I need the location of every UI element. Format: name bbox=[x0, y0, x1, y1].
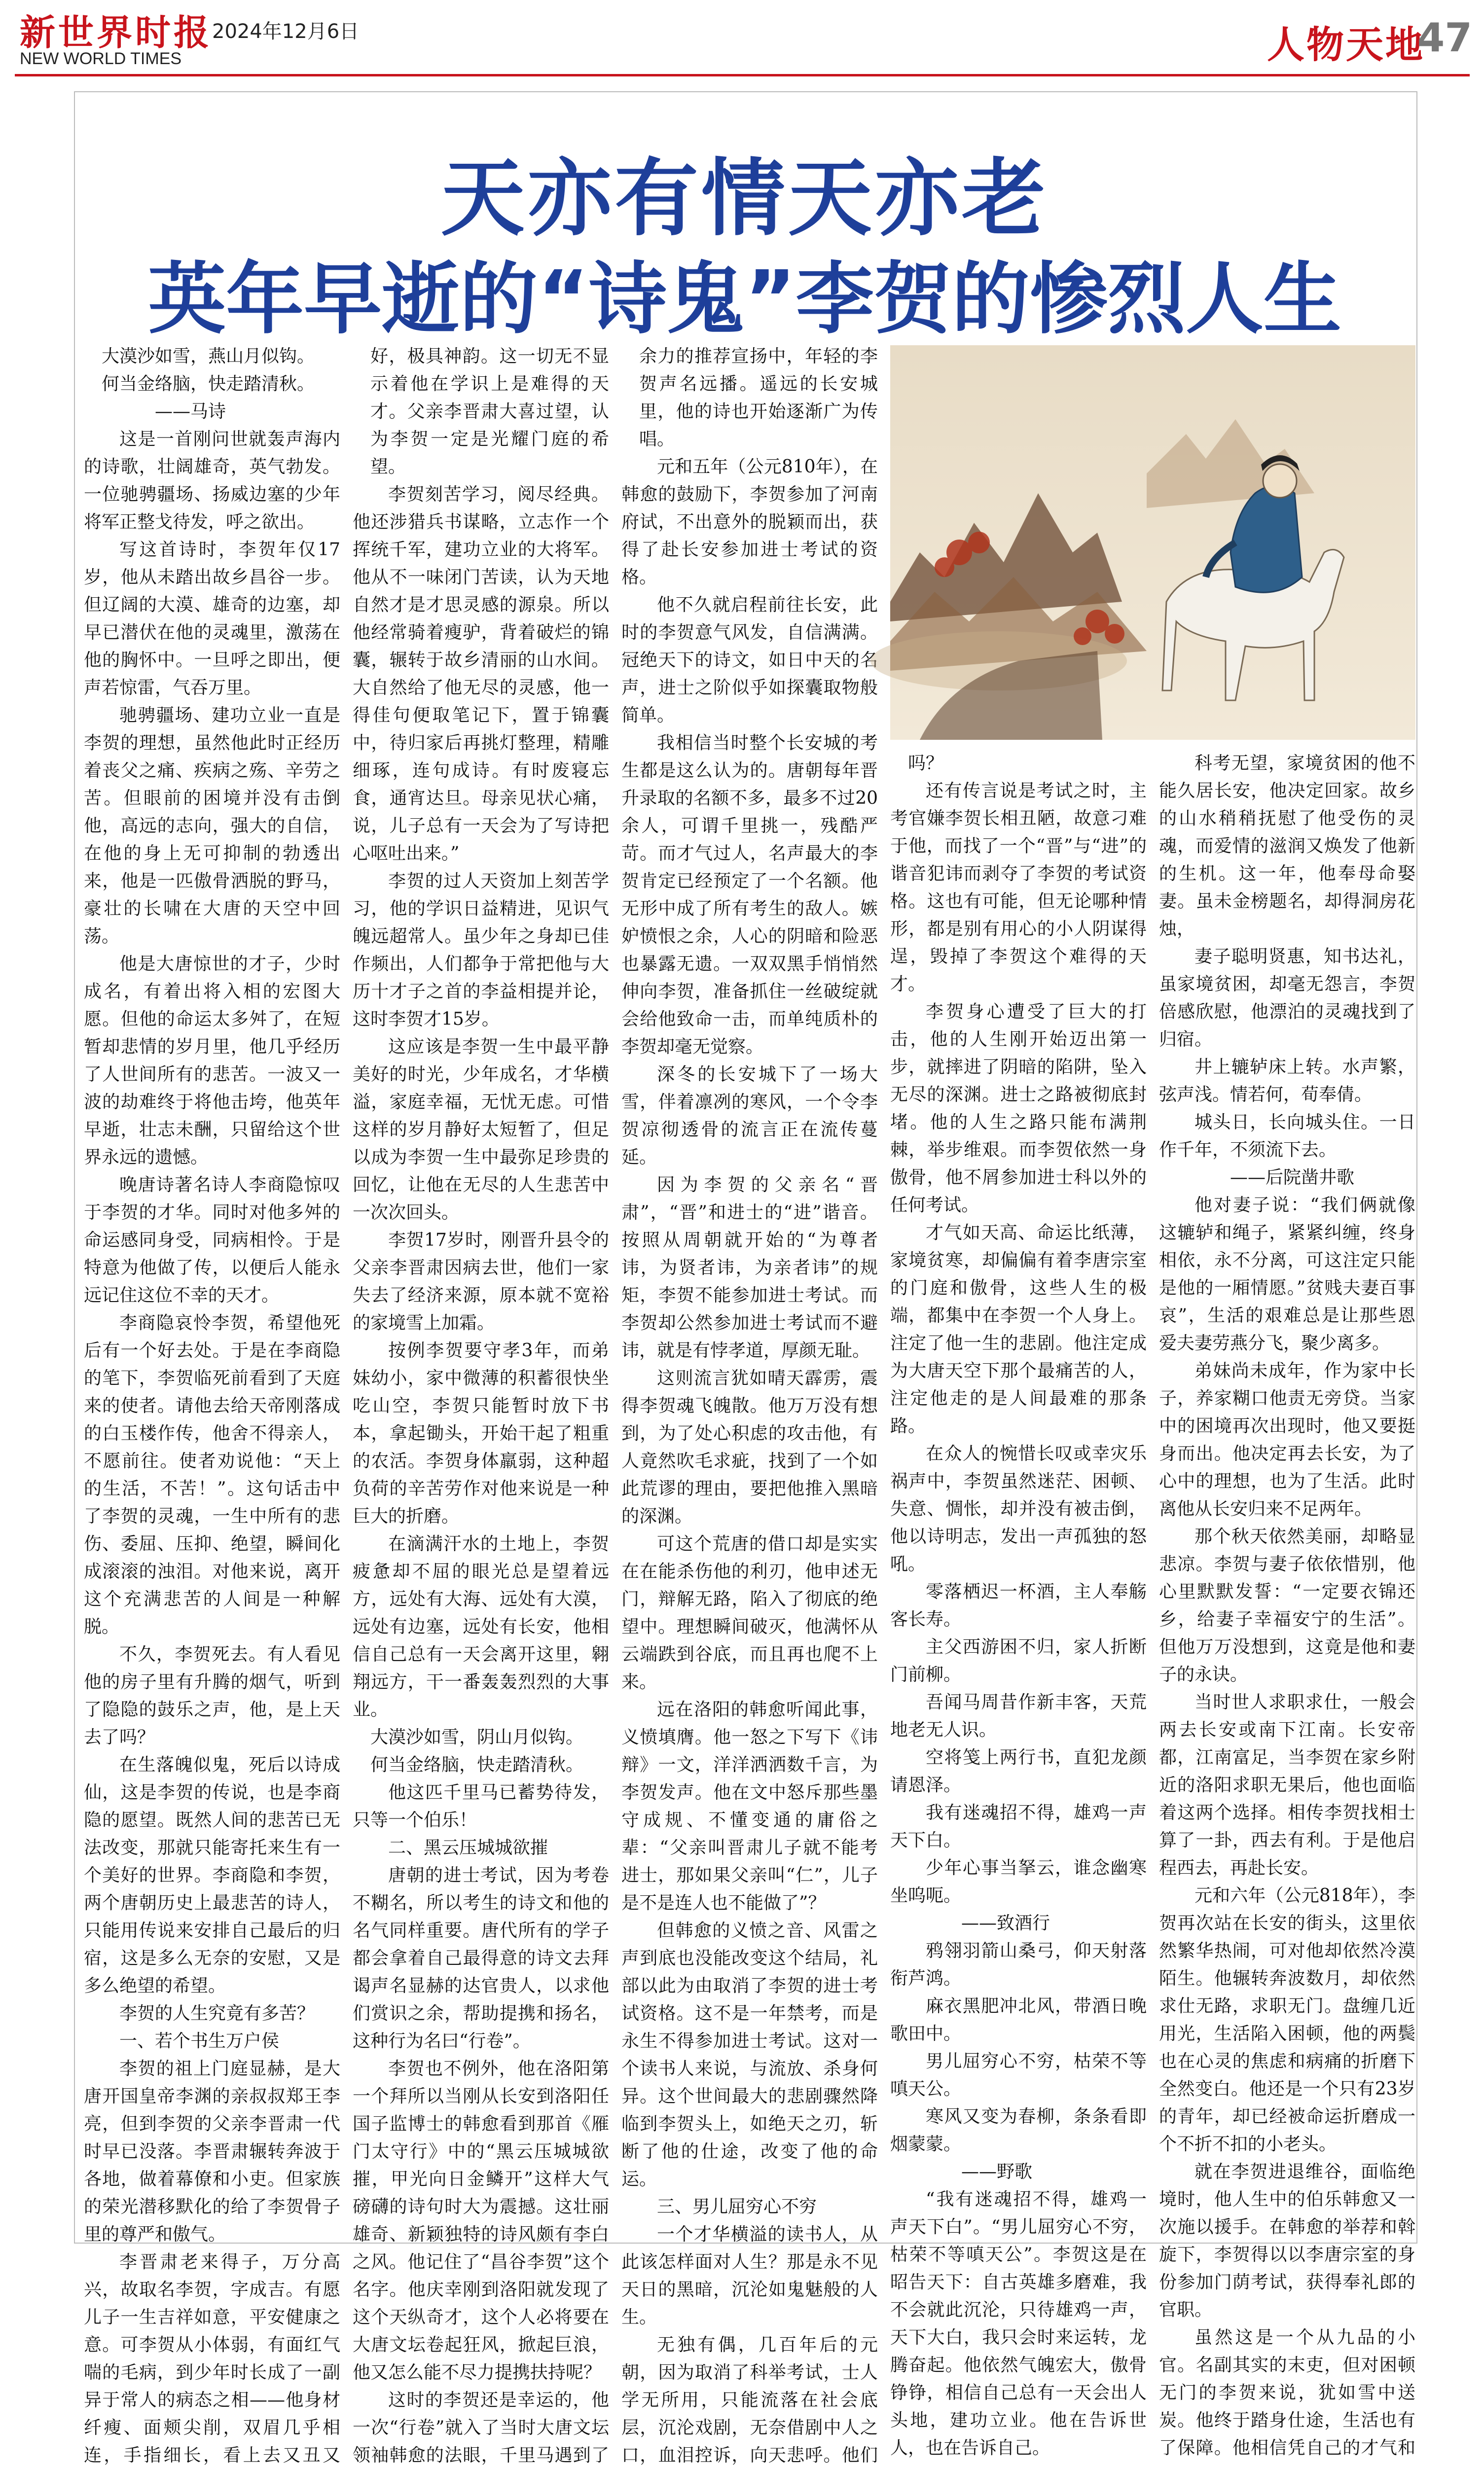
paragraph: 写这首诗时，李贺年仅17岁，他从未踏出故乡昌谷一步。但辽阔的大漠、雄奇的边塞，却早已潜伏在他的灵魂里，激荡在他的胸怀中。一旦呼之即出，便声若惊雷，气吞万里。 bbox=[84, 540, 340, 698]
headline-line-1: 天亦有情天亦老 bbox=[440, 150, 1049, 248]
paragraph: 空将笺上两行书，直犯龙颜请恩泽。 bbox=[890, 1747, 1147, 1795]
paragraph: 三、男儿屈穷心不穷 bbox=[657, 2197, 817, 2217]
masthead bbox=[0, 0, 1484, 79]
paragraph: 这则流言犹如晴天霹雳，震得李贺魂飞魄散。他万万没有想到，为了处心积虑的攻击他，有人竟然吹毛求疵，找到了一个如此荒谬的理由，要把他推入黑暗的深渊。 bbox=[621, 1368, 878, 1526]
scholar-on-horse-illustration bbox=[890, 345, 1415, 740]
section-name: 人物天地 bbox=[1267, 23, 1425, 67]
paragraph: 才气如天高、命运比纸薄，家境贫寒，却偏偏有着李唐宗室的门庭和傲骨，这些人生的极端，都集中在李贺一个人身上。注定了他一生的悲剧。他注定成为大唐天空下那个最痛苦的人，注定他走的是人间最难的那条路。 bbox=[890, 1223, 1147, 1436]
paragraph: “我有迷魂招不得，雄鸡一声天下白”。“男儿屈穷心不穷，枯荣不等嗔天公”。李贺这是在昭告天下：自古英雄多磨难，我不会就此沉沦，只待雄鸡一声，天下大白，我只会时来运转，龙腾奋起。他依然气魄宏大，傲骨铮铮，相信自己总有一天会出人头地，建功立业。他在告诉世人，也在告诉自己。 bbox=[890, 2189, 1147, 2458]
paragraph: 这是一首刚问世就轰声海内的诗歌，壮阔雄奇，英气勃发。一位驰骋疆场、扬威边塞的少年将军正整戈待发，呼之欲出。 bbox=[84, 429, 340, 532]
issue-date: 2024年12月6日 bbox=[212, 20, 360, 43]
paragraph: ——野歌 bbox=[961, 2162, 1033, 2182]
paragraph: 可这个荒唐的借口却是实实在在能杀伤他的利刃，他申述无门，辩解无路，陷入了彻底的绝望中。理想瞬间破灭，他满怀从云端跌到谷底，而且再也爬不上来。 bbox=[621, 1534, 878, 1692]
newspaper-logo: 新世界时报 bbox=[20, 11, 213, 53]
paragraph: 麻衣黑肥冲北风，带酒日晚歌田中。 bbox=[890, 1996, 1147, 2044]
paragraph: 好，极具神韵。这一切无不显示着他在学识上是难得的天才。父亲李晋肃大喜过望，认为李贺一定是光耀门庭的希望。 bbox=[370, 346, 609, 477]
paragraph: 他对妻子说：“我们俩就像这辘轳和绳子，紧紧纠缠，终身相依，永不分离，可这注定只能是他的一厢情愿。”贫贱夫妻百事哀”，生活的艰难总是让那些恩爱夫妻劳燕分飞，聚少离多。 bbox=[1159, 1195, 1415, 1353]
paragraph: 鸦翎羽箭山桑弓，仰天射落衔芦鸿。 bbox=[890, 1941, 1147, 1989]
paragraph: 何当金络脑，快走踏清秋。 bbox=[370, 1755, 584, 1775]
paragraph: 李贺刻苦学习，阅尽经典。他还涉猎兵书谋略，立志作一个挥统千军，建功立业的大将军。他从不一味闭门苦读，认为天地自然才是才思灵感的源泉。所以他经常骑着瘦驴，背着破烂的锦囊，辗转于故乡清丽的山水间。大自然给了他无尽的灵感，他一得佳句便取笔记下，置于锦囊中，待归家后再挑灯整理，精雕细琢，连句成诗。有时废寝忘食，通宵达旦。母亲见状心痛，说，儿子总有一天会为了写诗把心呕吐出来。” bbox=[353, 484, 609, 864]
paragraph: 李晋肃老来得子，万分高兴，故取名李贺，字成吉。有愿儿子一生吉祥如意，平安健康之意。可李贺从小体弱，有面红气喘的毛病，到少年时长成了一副异于常人的病态之相——他身材纤瘦、面颊尖削，双眉几乎相连，手指细长，看上去又丑又 bbox=[84, 2252, 340, 2466]
paragraph: 那个秋天依然美丽，却略显悲凉。李贺与妻子依依惜别，他心里默默发誓：“一定要衣锦还乡，给妻子幸福安宁的生活”。但他万万没想到，这竟是他和妻子的永诀。 bbox=[1159, 1526, 1415, 1685]
paragraph: 唐朝的进士考试，因为考卷不糊名，所以考生的诗文和他的名气同样重要。唐代所有的学子都会拿着自己最得意的诗文去拜谒声名显赫的达官贵人，以求他们赏识之余，帮助提携和扬名，这种行为名曰“行卷”。 bbox=[353, 1865, 609, 2051]
paragraph bbox=[890, 2462, 1147, 2466]
paragraph: 男儿屈穷心不穷，枯荣不等嗔天公。 bbox=[890, 2051, 1147, 2099]
paragraph: 不久，李贺死去。有人看见他的房子里有升腾的烟气，听到了隐隐的鼓乐之声，他，是上天去了吗？ bbox=[84, 1644, 340, 1747]
paragraph: 在滴满汗水的土地上，李贺疲惫却不屈的眼光总是望着远方，远处有大海、远处有大漠，远处有边塞，远处有长安，他相信自己总有一天会离开这里，翱翔远方，干一番轰轰烈烈的大事业。 bbox=[353, 1534, 609, 1720]
paragraph: 少年心事当拏云，谁念幽寒坐呜呃。 bbox=[890, 1858, 1147, 1906]
paragraph: 李贺也不例外，他在洛阳第一个拜所以当刚从长安到洛阳任国子监博士的韩愈看到那首《雁门太守行》中的“黑云压城城欲摧，甲光向日金鳞开”这样大气磅礴的诗句时大为震撼。这壮丽雄奇、新颖独特的诗风颇有李白之风。他记住了“昌谷李贺”这个名字。他庆幸刚到洛阳就发现了这个天纵奇才，这个人必将要在大唐文坛卷起狂风，掀起巨浪，他又怎么能不尽力提携扶持呢？ bbox=[353, 2059, 609, 2383]
paragraph: 一、若个书生万户侯 bbox=[119, 2031, 280, 2051]
ink-painting-image bbox=[890, 345, 1415, 740]
paragraph: 主父西游困不归，家人折断门前柳。 bbox=[890, 1637, 1147, 1685]
paragraph: 他不久就启程前往长安，此时的李贺意气风发，自信满满。冠绝天下的诗文，如日中天的名声，进士之阶似乎如探囊取物般简单。 bbox=[621, 595, 878, 725]
paragraph: 科考无望，家境贫困的他不能久居长安，他决定回家。故乡的山水稍稍抚慰了他受伤的灵魂，而爱情的滋润又焕发了他新的生机。这一年，他奉母命娶妻。虽未金榜题名，却得洞房花烛， bbox=[1159, 753, 1415, 939]
paragraph: 深冬的长安城下了一场大雪，伴着凛冽的寒风，一个令李贺凉彻透骨的流言正在流传蔓延。 bbox=[621, 1064, 878, 1167]
paragraph: 虽然这是一个从九品的小官。名副其实的末吏，但对困顿无门的李贺来说，犹如雪中送炭。他终于踏身仕途，生活也有了保障。他相信凭自己的才气和 bbox=[1159, 2327, 1415, 2458]
paragraph: 余力的推荐宣扬中，年轻的李贺声名远播。遥远的长安城里，他的诗也开始逐渐广为传唱。 bbox=[639, 346, 878, 449]
paragraph: 大漠沙如雪，阴山月似钩。 bbox=[370, 1727, 584, 1747]
headline-line-2: 英年早逝的“诗鬼”李贺的惨烈人生 bbox=[148, 254, 1341, 345]
article-column-3 bbox=[621, 343, 878, 2466]
paragraph: 妻子聪明贤惠，知书达礼，虽家境贫困，却毫无怨言，李贺倍感欣慰，他漂泊的灵魂找到了归宿。 bbox=[1159, 946, 1415, 1050]
article-column-4 bbox=[890, 750, 1147, 2458]
paragraph: 我有迷魂招不得，雄鸡一声天下白。 bbox=[890, 1803, 1147, 1850]
paragraph: 吾闻马周昔作新丰客，天荒地老无人识。 bbox=[890, 1692, 1147, 1740]
paragraph: 按例李贺要守孝3年，而弟妹幼小，家中微薄的积蓄很快坐吃山空，李贺只能暂时放下书本，拿起锄头，开始干起了粗重的农活。李贺身体羸弱，这种超负荷的辛苦劳作对他来说是一种巨大的折磨。 bbox=[353, 1341, 609, 1526]
paragraph: 这时的李贺还是幸运的，他一次“行卷”就入了当时大唐文坛领袖韩愈的法眼，千里马遇到了 bbox=[353, 2390, 609, 2466]
paragraph: 晚唐诗著名诗人李商隐惊叹于李贺的才华。同时对他多舛的命运感同身受，同病相怜。于是特意为他做了传，以便后人能永远记住这位不幸的天才。 bbox=[84, 1175, 340, 1306]
paragraph: 因为李贺的父亲名“晋肃”，“晋”和进士的“进”谐音。按照从周朝就开始的“为尊者讳，为贤者讳，为亲者讳”的规矩，李贺不能参加进士考试。而李贺却公然参加进士考试而不避讳，就是有悖孝道，厚颜无耻。 bbox=[621, 1175, 878, 1361]
paragraph: 无独有偶，几百年后的元朝，因为取消了科举考试，士人学无所用，只能流落在社会底层，沉沦戏剧，无奈借剧中人之口，血泪控诉，向天悲呼。他们 bbox=[621, 2335, 878, 2466]
paragraph: 二、黑云压城城欲摧 bbox=[388, 1838, 548, 1858]
paragraph: 这应该是李贺一生中最平静美好的时光，少年成名，才华横溢，家庭幸福，无忧无虑。可惜这样的岁月静好太短暂了，但足以成为李贺一生中最弥足珍贵的回忆，让他在无尽的人生悲苦中一次次回头。 bbox=[353, 1037, 609, 1223]
paragraph: 元和五年（公元810年），在韩愈的鼓励下，李贺参加了河南府试，不出意外的脱颖而出，获得了赴长安参加进士考试的资格。 bbox=[621, 457, 878, 587]
paragraph: 但韩愈的义愤之音、风雷之声到底也没能改变这个结局，礼部以此为由取消了李贺的进士考试资格。这不是一年禁考，而是永生不得参加进士考试。这对一个读书人来说，与流放、杀身何异。这个世间最大的悲剧骤然降临到李贺头上，如绝天之刃，斩断了他的仕途，改变了他的命运。 bbox=[621, 1921, 878, 2189]
paragraph: 零落栖迟一杯酒，主人奉觞客长寿。 bbox=[890, 1582, 1147, 1630]
newspaper-name-en: NEW WORLD TIMES bbox=[20, 49, 182, 68]
paragraph: 李贺的祖上门庭显赫，是大唐开国皇帝李渊的亲叔叔郑王李亮，但到李贺的父亲李晋肃一代时早已没落。李晋肃辗转奔波于各地，做着幕僚和小吏。但家族的荣光潜移默化的给了李贺骨子里的尊严和傲气。 bbox=[84, 2059, 340, 2245]
paragraph: 李贺的人生究竟有多苦？ bbox=[119, 2003, 315, 2024]
paragraph: 城头日，长向城头住。一日作千年，不须流下去。 bbox=[1159, 1112, 1415, 1160]
article-column-1 bbox=[84, 343, 340, 2466]
paragraph: 何当金络脑，快走踏清秋。 bbox=[102, 374, 315, 394]
article-column-2 bbox=[353, 343, 609, 2466]
paragraph: 一个才华横溢的读书人，从此该怎样面对人生？那是永不见天日的黑暗，沉沦如鬼魅般的人生。 bbox=[621, 2224, 878, 2327]
paragraph: 吗？ bbox=[908, 753, 944, 773]
paragraph: 弟妹尚未成年，作为家中长子，养家糊口他责无旁贷。当家中的困境再次出现时，他又要挺身而出。他决定再去长安，为了心中的理想，也为了生活。此时离他从长安归来不足两年。 bbox=[1159, 1361, 1415, 1519]
paragraph: 元和六年（公元818年），李贺再次站在长安的街头，这里依然繁华热闹，可对他却依然冷漠陌生。他辗转奔波数月，却依然求仕无路，求职无门。盘缠几近用光，生活陷入困顿，他的两鬓也在心灵的焦虑和病痛的折磨下全然变白。他还是一个只有23岁的青年，却已经被命运折磨成一个不折不扣的小老头。 bbox=[1159, 1886, 1415, 2154]
paragraph: 寒风又变为春柳，条条看即烟蒙蒙。 bbox=[890, 2106, 1147, 2154]
paragraph: 他是大唐惊世的才子，少时成名，有着出将入相的宏图大愿。但他的命运太多舛了，在短暂却悲情的岁月里，他几乎经历了人世间所有的悲苦。一波又一波的劫难终于将他击垮，他英年早逝，壮志未酬，只留给这个世界永远的遗憾。 bbox=[84, 954, 340, 1167]
paragraph: 大漠沙如雪，燕山月似钩。 bbox=[102, 346, 315, 366]
paragraph: 他这匹千里马已蓄势待发，只等一个伯乐！ bbox=[353, 1782, 609, 1830]
paragraph: 远在洛阳的韩愈听闻此事，义愤填膺。他一怒之下写下《讳辩》一文，洋洋洒洒数千言，为李贺发声。他在文中怒斥那些墨守成规、不懂变通的庸俗之辈：“父亲叫晋肃儿子就不能考进士，那如果父亲叫“仁”，儿子是不是连人也不能做了”？ bbox=[621, 1700, 878, 1913]
paragraph: 井上辘轳床上转。水声繁，弦声浅。情若何，荀奉倩。 bbox=[1159, 1057, 1415, 1105]
paragraph: 李商隐哀怜李贺，希望他死后有一个好去处。于是在李商隐的笔下，李贺临死前看到了天庭来的使者。请他去给天帝刚落成的白玉楼作传，他舍不得亲人，不愿前往。使者劝说他：“天上的生活，不苦！”。这句话击中了李贺的灵魂，一生中所有的悲伤、委屈、压抑、绝望，瞬间化成滚滚的浊泪。对他来说，离开这个充满悲苦的人间是一种解脱。 bbox=[84, 1313, 340, 1637]
paragraph: 在众人的惋惜长叹或幸灾乐祸声中，李贺虽然迷茫、困顿、失意、惆怅，却并没有被击倒，他以诗明志，发出一声孤独的怒吼。 bbox=[890, 1444, 1147, 1574]
paragraph: 就在李贺进退维谷，面临绝境时，他人生中的伯乐韩愈又一次施以援手。在韩愈的举荐和斡旋下，李贺得以以李唐宗室的身份参加门荫考试，获得奉礼郎的官职。 bbox=[1159, 2162, 1415, 2320]
paragraph: 我相信当时整个长安城的考生都是这么认为的。唐朝每年晋升录取的名额不多，最多不过20余人，可谓千里挑一，残酷严苛。而才气过人，名声最大的李贺肯定已经预定了一个名额。他无形中成了所有考生的敌人。嫉妒愤恨之余，人心的阴暗和险恶也暴露无遗。一双双黑手悄悄然伸向李贺，准备抓住一丝破绽就会给他致命一击，而单纯质朴的李贺却毫无觉察。 bbox=[621, 733, 878, 1057]
paragraph: ——马诗 bbox=[155, 401, 226, 422]
paragraph: 驰骋疆场、建功立业一直是李贺的理想，虽然他此时正经历着丧父之痛、疾病之殇、辛劳之苦。但眼前的困境并没有击倒他，高远的志向，强大的自信，在他的身上无可抑制的勃透出来，他是一匹傲骨洒脱的野马，豪壮的长啸在大唐的天空中回荡。 bbox=[84, 705, 340, 946]
paragraph: 当时世人求职求仕，一般会两去长安或南下江南。长安帝都，江南富足，当李贺在家乡附近的洛阳求职无果后，他也面临着这两个选择。相传李贺找相士算了一卦，西去有利。于是他启程西去，再赴长安。 bbox=[1159, 1692, 1415, 1878]
paragraph: ——后院凿井歌 bbox=[1230, 1167, 1355, 1188]
paragraph: 李贺身心遭受了巨大的打击，他的人生刚开始迈出第一步，就摔进了阴暗的陷阱，坠入无尽的深渊。进士之路被彻底封堵。他的人生之路只能布满荆棘，举步维艰。而李贺依然一身傲骨，他不屑参加进士科以外的任何考试。 bbox=[890, 1002, 1147, 1215]
paragraph: 还有传言说是考试之时，主考官嫌李贺长相丑陋，故意刁难于他，而找了一个“晋”与“进”的谐音犯讳而剥夺了李贺的考试资格。这也有可能，但无论哪种情形，都是别有用心的小人阴谋得逞，毁掉了李贺这个难得的天才。 bbox=[890, 781, 1147, 994]
paragraph: 在生落魄似鬼，死后以诗成仙，这是李贺的传说，也是李商隐的愿望。既然人间的悲苦已无法改变，那就只能寄托来生有一个美好的世界。李商隐和李贺，两个唐朝历史上最悲苦的诗人，只能用传说来安排自己最后的归宿，这是多么无奈的安慰，又是多么绝望的希望。 bbox=[84, 1755, 340, 1996]
article-column-5 bbox=[1159, 750, 1415, 2458]
paragraph: ——致酒行 bbox=[961, 1913, 1050, 1933]
paragraph: 李贺17岁时，刚晋升县令的父亲李晋肃因病去世，他们一家失去了经济来源，原本就不宽裕的家境雪上加霜。 bbox=[353, 1230, 609, 1333]
page-number: 47 bbox=[1417, 15, 1472, 61]
masthead-rule bbox=[15, 74, 1470, 76]
paragraph: 李贺的过人天资加上刻苦学习，他的学识日益精进，见识气魄远超常人。虽少年之身却已佳作频出，人们都争于常把他与大历十才子之首的李益相提并论，这时李贺才15岁。 bbox=[353, 871, 609, 1029]
